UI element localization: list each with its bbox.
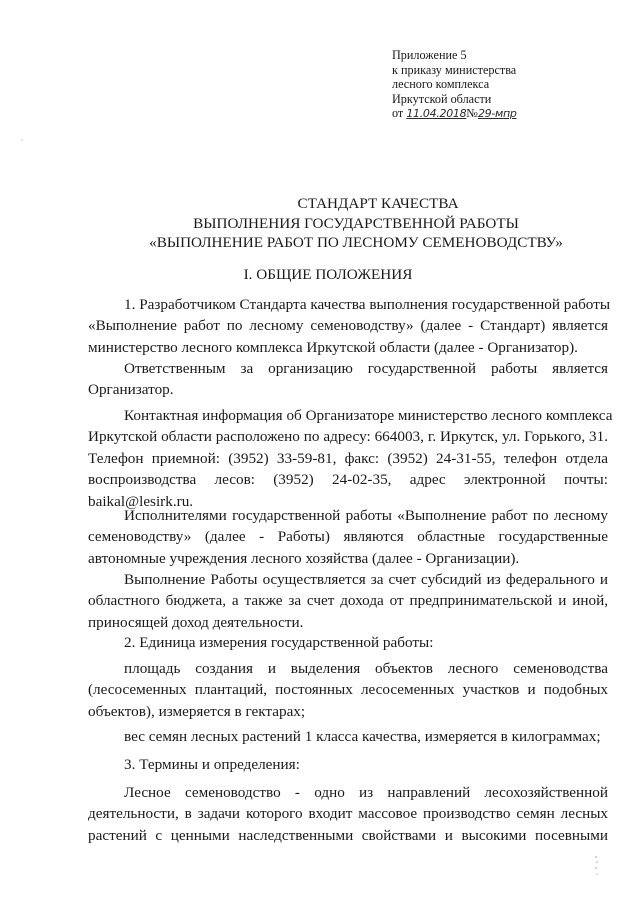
title-line-2: ВЫПОЛНЕНИЯ ГОСУДАРСТВЕННОЙ РАБОТЫ — [193, 215, 519, 232]
paragraph-line: площадь создания и выделения объектов лесного семеноводства — [124, 660, 608, 677]
title-line-3: «ВЫПОЛНЕНИЕ РАБОТ ПО ЛЕСНОМУ СЕМЕНОВОДСТВУ» — [149, 234, 563, 251]
paragraph-line: Исполнителями государственной работы «Выполнение работ по лесному — [124, 507, 608, 524]
paragraph-line: 1. Разработчиком Стандарта качества выполнения государственной работы — [124, 296, 611, 313]
appendix-line-2: к приказу министерства — [392, 62, 517, 77]
paragraph-line: объектов), измеряется в гектарах; — [88, 702, 306, 720]
paragraph-line: Ответственным за организацию государственной работы является — [124, 360, 608, 377]
appendix-line-1: Приложение 5 — [392, 48, 467, 62]
paragraph-line: автономные учреждения лесного хозяйства (далее - Организации). — [88, 549, 520, 567]
handwritten-date: 11.04.2018 — [406, 107, 467, 121]
paragraph-line: Телефон приемной: (3952) 33-59-81, факс: (3952) 24-31-55, телефон отдела — [88, 449, 608, 467]
paragraph-line: (лесосеменных плантаций, постоянных лесосеменных участков и подобных — [88, 681, 608, 699]
paragraph-line: растений с ценными наследственными свойствами и высокими посевными — [88, 826, 608, 844]
appendix-line-4: Иркутской области — [392, 91, 492, 106]
paragraph-line: Выполнение Работы осуществляется за счет субсидий из федерального и — [124, 571, 608, 588]
paragraph-line: Организатор. — [88, 381, 174, 399]
appendix-line-3: лесного комплекса — [392, 77, 490, 92]
paragraph-line: baikal@lesirk.ru. — [88, 492, 194, 510]
paragraph-line: воспроизводства лесов: (3952) 24-02-35, адрес электронной почты: — [88, 471, 608, 489]
paragraph-line: вес семян лесных растений 1 класса качества, измеряется в килограммах; — [124, 728, 601, 745]
handwritten-number: 29-мпр — [477, 107, 517, 121]
number-prefix: № — [466, 106, 478, 121]
paragraph-line: деятельности, в задачи которого входит массовое производство семян лесных — [88, 805, 608, 823]
section-heading: I. ОБЩИЕ ПОЛОЖЕНИЯ — [243, 266, 413, 283]
paragraph-line: министерство лесного комплекса Иркутской области (далее - Организатор). — [88, 338, 578, 356]
paragraph-line: семеноводству» (далее - Работы) являются областные государственные — [88, 528, 608, 546]
paragraph-line: Лесное семеноводство - одно из направлений лесохозяйственной — [124, 784, 608, 801]
paragraph-line: 2. Единица измерения государственной работы: — [124, 634, 434, 651]
title-line-1: СТАНДАРТ КАЧЕСТВА — [297, 195, 459, 212]
date-prefix: от — [392, 106, 404, 121]
paragraph-line: приносящей доход деятельности. — [88, 613, 304, 631]
paragraph-line: «Выполнение работ по лесному семеноводству» (далее - Стандарт) является — [88, 317, 608, 335]
paragraph-line: Иркутской области расположено по адресу: 664003, г. Иркутск, ул. Горького, 31. — [88, 428, 608, 446]
paragraph-line: 3. Термины и определения: — [124, 756, 300, 773]
paragraph-line: областного бюджета, а также за счет дохода от предпринимательской и иной, — [88, 592, 608, 610]
paragraph-line: Контактная информация об Организаторе министерство лесного комплекса — [124, 407, 613, 424]
